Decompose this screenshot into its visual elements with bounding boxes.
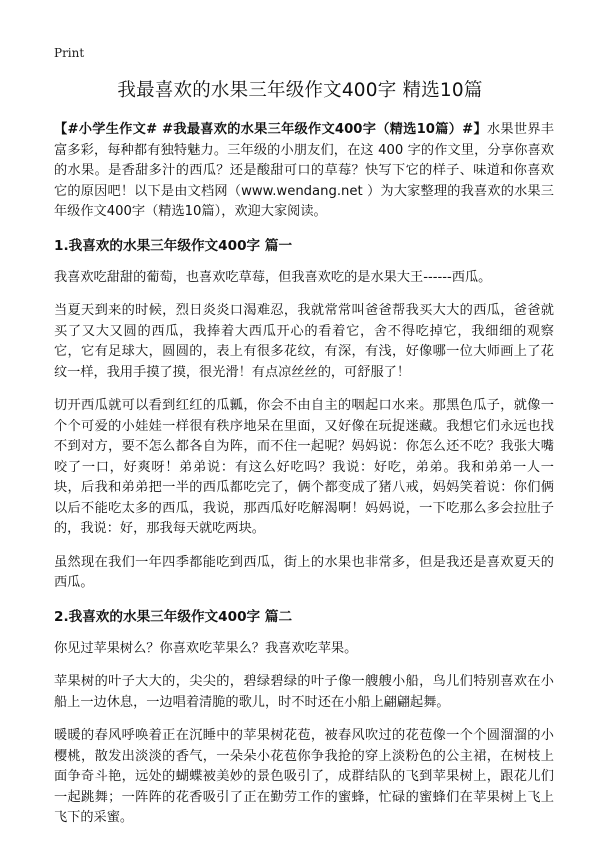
paragraph: 苹果树的叶子大大的，尖尖的，碧绿碧绿的叶子像一艘艘小船，鸟儿们特别喜欢在小船上一边休息，一边唱着清脆的歌儿，时不时还在小船上翩翩起舞。 — [54, 674, 554, 710]
print-label[interactable]: Print — [54, 46, 85, 60]
intro-tag: 【#小学生作文# #我最喜欢的水果三年级作文400字（精选10篇）#】 — [54, 122, 487, 137]
intro-text: 水果世界丰富多彩，每种都有独特魅力。三年级的小朋友们，在这 400 字的作文里，分享你喜欢的水果。是香甜多汁的西瓜？还是酸甜可口的草莓？快写下它的样子、味道和你喜欢它的原因吧！以下是由文档网（www.wendang.net ）为大家整理的我喜欢的水果三年级作文400字（精选10篇），欢迎大家阅读。 — [54, 122, 554, 219]
article-body — [54, 120, 554, 841]
section-1 — [54, 236, 554, 594]
paragraph: 我喜欢吃甜甜的葡萄，也喜欢吃草莓，但我喜欢吃的是水果大王------西瓜。 — [54, 269, 492, 285]
section-heading: 1.我喜欢的水果三年级作文400字 篇一 — [54, 237, 293, 254]
intro-paragraph — [54, 120, 554, 223]
paragraph: 虽然现在我们一年四季都能吃到西瓜，街上的水果也非常多，但是我还是喜欢夏天的西瓜。 — [54, 554, 554, 590]
section-heading: 2.我喜欢的水果三年级作文400字 篇二 — [54, 608, 293, 625]
paragraph: 你见过苹果树么？你喜欢吃苹果么？我喜欢吃苹果。 — [54, 640, 358, 656]
page-title: 我最喜欢的水果三年级作文400字 精选10篇 — [117, 80, 483, 101]
paragraph: 当夏天到来的时候，烈日炎炎口渴难忍，我就常常叫爸爸帮我买大大的西瓜，爸爸就买了又大又圆的西瓜，我捧着大西瓜开心的看着它，舍不得吃掉它，我细细的观察它，它有足球大，圆圆的，表上有很多花纹，有深，有浅，好像哪一位大师画上了花纹一样，我用手摸了摸，很光滑！有点凉丝丝的，可舒服了！ — [54, 303, 554, 380]
paragraph: 切开西瓜就可以看到红红的瓜瓤，你会不由自主的咽起口水来。那黑色瓜子，就像一个个可爱的小娃娃一样很有秩序地呆在里面，又好像在玩捉迷藏。我想它们永远也找不到对方，要不怎么都各自为阵，而不住一起呢？妈妈说：你怎么还不吃？我张大嘴咬了一口，好爽呀！弟弟说：有这么好吃吗？我说：好吃，弟弟。我和弟弟一人一块，后我和弟弟把一半的西瓜都吃完了，俩个都变成了猪八戒，妈妈笑着说：你们俩以后不能吃太多的西瓜，我说，那西瓜好吃解渴啊！妈妈说，一下吃那么多会拉肚子的，我说：好，那我每天就吃两块。 — [54, 398, 554, 536]
section-2 — [54, 607, 554, 829]
paragraph: 暖暖的春风呼唤着正在沉睡中的苹果树花苞，被春风吹过的花苞像一个个圆溜溜的小樱桃，散发出淡淡的香气，一朵朵小花苞你争我抢的穿上淡粉色的公主裙，在树枝上面争奇斗艳，远处的蝴蝶被美妙的景色吸引了，成群结队的飞到苹果树上，跟花儿们一起跳舞；一阵阵的花香吸引了正在勤劳工作的蜜蜂，忙碌的蜜蜂们在苹果树上飞上飞下的采蜜。 — [54, 728, 554, 825]
